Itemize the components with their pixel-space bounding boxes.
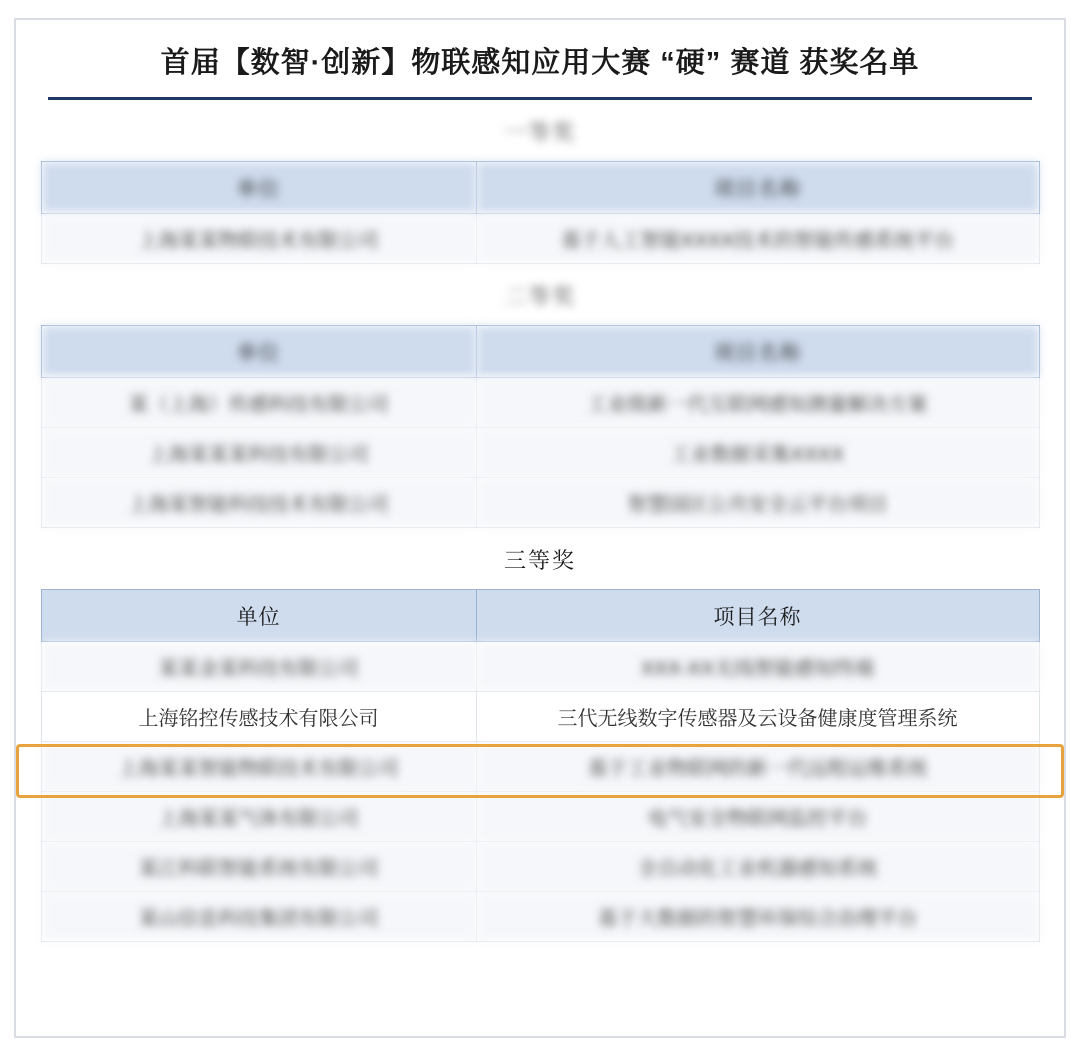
cell-unit: 某山信息科技集团有限公司 [41,892,476,942]
column-header-unit: 单位 [41,162,476,214]
cell-project: 电气安全物联网监控平台 [476,792,1039,842]
cell-project: 全自动化工业机器感知系统 [476,842,1039,892]
cell-unit: 上海某某物联技术有限公司 [41,214,476,264]
cell-unit: 上海某某某科技有限公司 [41,428,476,478]
award-label-first-prize: 一等奖 [503,120,576,145]
table-row [41,642,1039,692]
cell-project: 基于大数据的智慧环保综合治理平台 [476,892,1039,942]
column-header-project: 项目名称 [476,326,1039,378]
table-row [41,214,1039,264]
cell-unit: 某某金某科技有限公司 [41,642,476,692]
document-content [40,22,1040,942]
award-label-second-prize: 二等奖 [503,284,576,309]
table-header-row [41,590,1039,642]
award-label-third-prize: 三等奖 [503,548,576,573]
column-header-project: 项目名称 [476,590,1039,642]
cell-unit: 上海某某智能物联技术有限公司 [41,742,476,792]
cell-unit: 某（上海）传感科技有限公司 [41,378,476,428]
cell-project: 基于工业物联网的新一代远程运维系统 [476,742,1039,792]
cell-unit: 上海某某气体有限公司 [41,792,476,842]
award-table-first-prize [41,161,1040,264]
column-header-unit: 单位 [41,326,476,378]
cell-unit: 上海某智能科技技术有限公司 [41,478,476,528]
award-table-third-prize [41,589,1040,942]
cell-project: 基于人工智能XXXX技术的智能传感系统平台 [476,214,1039,264]
table-row [41,792,1039,842]
table-header-row [41,326,1039,378]
table-row-highlighted [41,692,1039,742]
cell-project: 工业数据采集XXXX [476,428,1039,478]
table-row [41,428,1039,478]
column-header-project: 项目名称 [476,162,1039,214]
cell-unit-highlighted: 上海铭控传感技术有限公司 [41,692,476,742]
cell-project: 智慧园区公共安全云平台项目 [476,478,1039,528]
table-row [41,742,1039,792]
table-row [41,378,1039,428]
table-row [41,842,1039,892]
column-header-unit: 单位 [41,590,476,642]
cell-project: XXX-XX无线智能感知终端 [476,642,1039,692]
cell-unit: 某江科联智能系统有限公司 [41,842,476,892]
table-row [41,892,1039,942]
table-row [41,478,1039,528]
cell-project-highlighted: 三代无线数字传感器及云设备健康度管理系统 [476,692,1039,742]
page-title: 首届【数智·创新】物联感知应用大赛 “硬” 赛道 获奖名单 [160,47,920,79]
cell-project: 工业级新一代互联网感知测量解决方案 [476,378,1039,428]
award-table-second-prize [41,325,1040,528]
table-header-row [41,162,1039,214]
